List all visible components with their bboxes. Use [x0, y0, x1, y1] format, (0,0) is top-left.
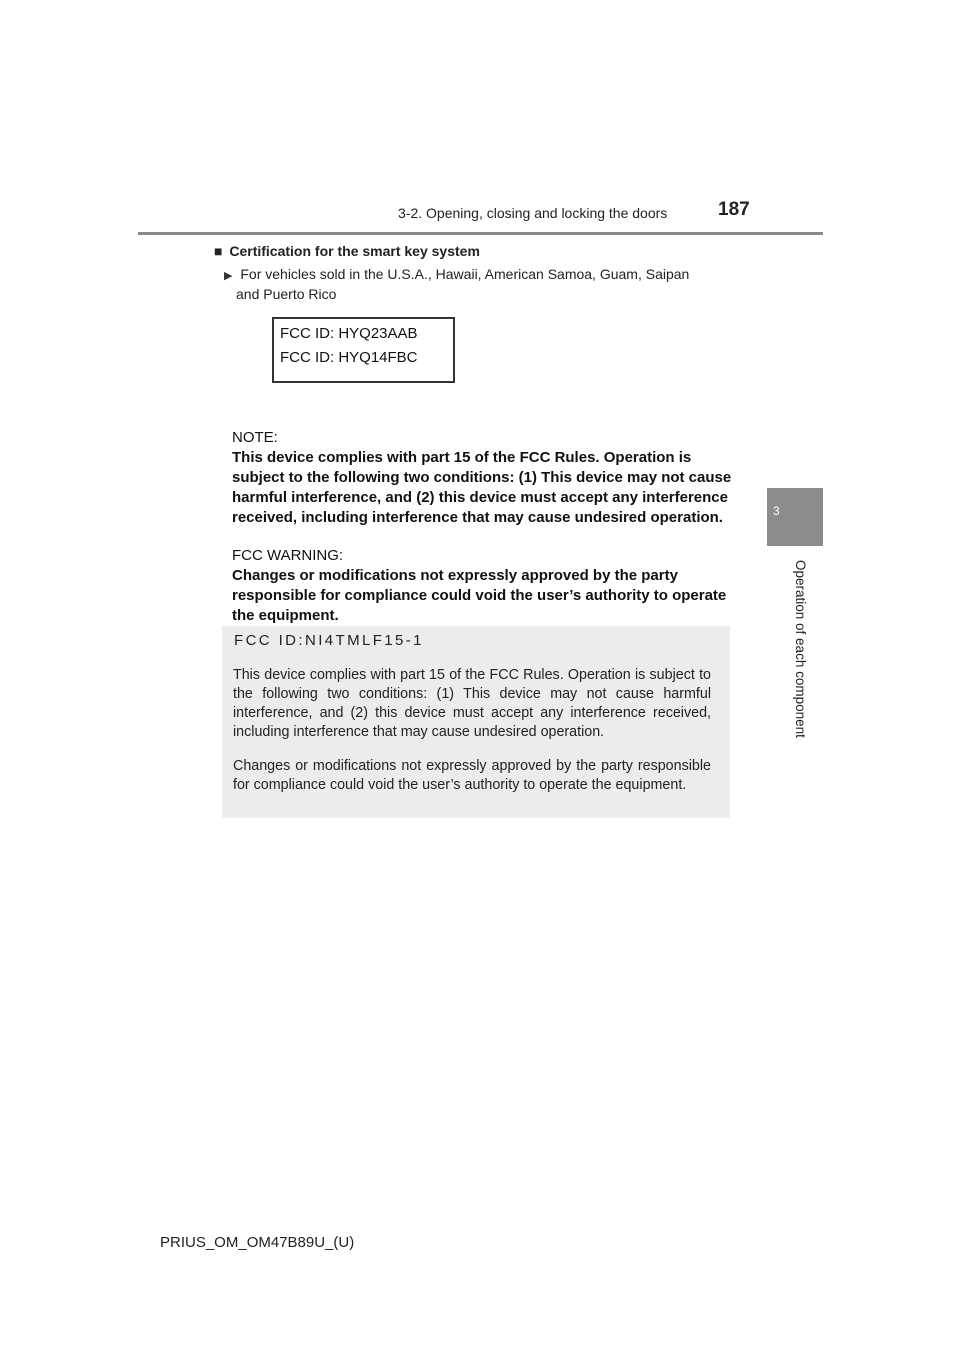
chapter-label: Operation of each component: [793, 560, 808, 738]
fcc-note-block: [232, 428, 737, 644]
section-heading-text: Certification for the smart key system: [229, 243, 480, 259]
header-divider: [138, 232, 823, 235]
square-bullet-icon: ■: [214, 243, 223, 259]
panel-paragraph-1: This device complies with part 15 of the FCC Rules. Operation is subject to the following two conditions: (1) This device may not cause harmful interference, and (2) this device must accept any interference received, including interference that may cause undesired operation.: [233, 667, 711, 740]
applicability-line-2: and Puerto Rico: [236, 286, 337, 302]
note-heading: NOTE:: [232, 429, 278, 446]
header-section-title: 3-2. Opening, closing and locking the doors: [398, 205, 668, 221]
note-body: This device complies with part 15 of the FCC Rules. Operation is subject to the following two conditions: (1) This device may not cause harmful interference, and (2) this device must accept any interference received, including interference that may cause undesired operation.: [232, 449, 732, 526]
warning-heading: FCC WARNING:: [232, 547, 344, 564]
warning-body: Changes or modifications not expressly approved by the party responsible for compliance could void the user’s authority to operate the equipment.: [232, 567, 727, 624]
fcc-id-1: FCC ID: HYQ23AAB: [280, 325, 418, 342]
chapter-number: 3: [773, 504, 780, 518]
triangle-bullet-icon: ▶: [224, 270, 233, 282]
page-number: 187: [718, 199, 750, 220]
panel-paragraph-2: Changes or modifications not expressly approved by the party responsible for compliance could void the user’s authority to operate the equipment.: [233, 758, 711, 793]
fcc-id-label-box: [272, 317, 455, 383]
applicability-note: [224, 265, 746, 303]
fcc-id-2: FCC ID: HYQ14FBC: [280, 349, 418, 366]
applicability-line-1: For vehicles sold in the U.S.A., Hawaii, American Samoa, Guam, Saipan: [240, 266, 690, 282]
section-heading: [214, 243, 480, 259]
footer-document-code: PRIUS_OM_OM47B89U_(U): [160, 1234, 355, 1251]
panel-fcc-id: FCC ID:NI4TMLF15-1: [234, 632, 424, 649]
panel-text: [233, 666, 711, 810]
